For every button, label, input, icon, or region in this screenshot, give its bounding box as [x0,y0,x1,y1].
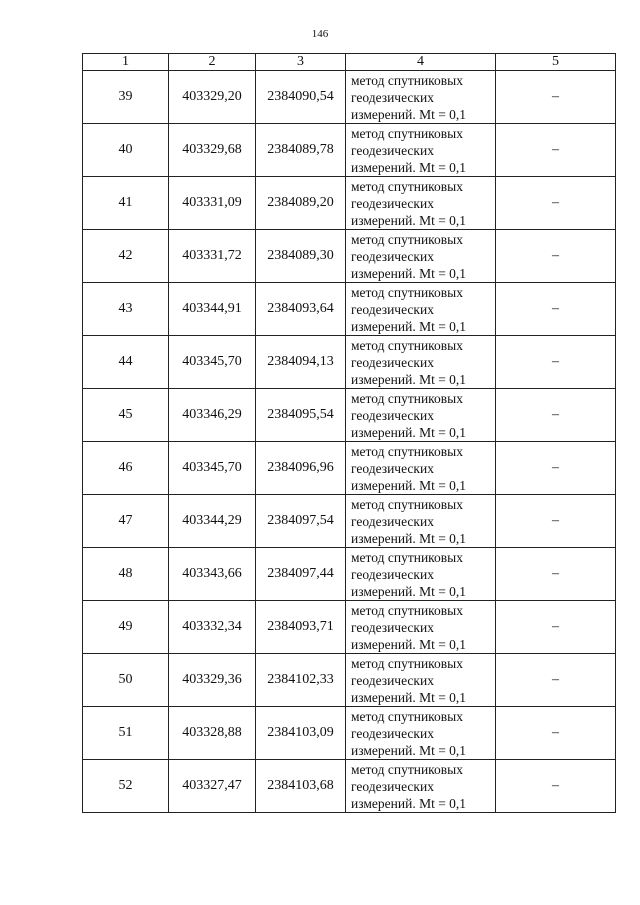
y-coordinate-cell: 2384089,78 [256,124,346,177]
column-header: 3 [256,54,346,71]
point-number-cell: 51 [83,707,169,760]
method-text-line: метод спутниковых [351,231,463,247]
method-text-line: метод спутниковых [351,178,463,194]
method-text-line: метод спутниковых [351,337,463,353]
table-row [83,707,616,760]
coordinates-table [82,53,616,813]
point-number-cell: 52 [83,760,169,813]
method-text-line: геодезических [351,301,434,317]
method-text-line: геодезических [351,89,434,105]
method-text-line: метод спутниковых [351,125,463,141]
table-row [83,336,616,389]
method-text-line: измерений. Mt = 0,1 [351,477,467,493]
y-coordinate-cell: 2384102,33 [256,654,346,707]
y-coordinate-cell: 2384093,71 [256,601,346,654]
table-row [83,495,616,548]
x-coordinate-cell: 403332,34 [169,601,256,654]
y-coordinate-cell: 2384089,30 [256,230,346,283]
table-row [83,548,616,601]
method-text-line: геодезических [351,354,434,370]
table-row [83,760,616,813]
note-cell: – [496,654,616,707]
method-text-line: геодезических [351,513,434,529]
point-number-cell: 41 [83,177,169,230]
method-text-line: измерений. Mt = 0,1 [351,424,467,440]
method-text-line: измерений. Mt = 0,1 [351,583,467,599]
table-row [83,283,616,336]
y-coordinate-cell: 2384089,20 [256,177,346,230]
method-text-line: метод спутниковых [351,496,463,512]
table-row [83,654,616,707]
table-row [83,177,616,230]
method-text-line: измерений. Mt = 0,1 [351,159,467,175]
y-coordinate-cell: 2384095,54 [256,389,346,442]
point-number-cell: 40 [83,124,169,177]
note-cell: – [496,707,616,760]
y-coordinate-cell: 2384093,64 [256,283,346,336]
x-coordinate-cell: 403331,72 [169,230,256,283]
point-number-cell: 50 [83,654,169,707]
note-cell: – [496,336,616,389]
table-body [83,71,616,813]
y-coordinate-cell: 2384094,13 [256,336,346,389]
note-cell: – [496,124,616,177]
method-cell [346,548,496,601]
x-coordinate-cell: 403328,88 [169,707,256,760]
x-coordinate-cell: 403329,36 [169,654,256,707]
x-coordinate-cell: 403343,66 [169,548,256,601]
method-text-line: метод спутниковых [351,602,463,618]
note-cell: – [496,230,616,283]
note-cell: – [496,283,616,336]
method-text-line: измерений. Mt = 0,1 [351,742,467,758]
note-cell: – [496,548,616,601]
method-text-line: метод спутниковых [351,443,463,459]
method-text-line: геодезических [351,778,434,794]
point-number-cell: 45 [83,389,169,442]
point-number-cell: 43 [83,283,169,336]
method-text-line: геодезических [351,672,434,688]
table-row [83,389,616,442]
method-text-line: измерений. Mt = 0,1 [351,265,467,281]
x-coordinate-cell: 403345,70 [169,336,256,389]
note-cell: – [496,442,616,495]
column-header: 1 [83,54,169,71]
method-cell [346,124,496,177]
method-cell [346,283,496,336]
method-text-line: метод спутниковых [351,655,463,671]
method-text-line: измерений. Mt = 0,1 [351,318,467,334]
y-coordinate-cell: 2384090,54 [256,71,346,124]
method-cell [346,230,496,283]
column-header: 4 [346,54,496,71]
column-header: 2 [169,54,256,71]
method-text-line: геодезических [351,195,434,211]
method-cell [346,707,496,760]
method-text-line: метод спутниковых [351,390,463,406]
y-coordinate-cell: 2384097,44 [256,548,346,601]
x-coordinate-cell: 403329,20 [169,71,256,124]
page-number: 146 [311,28,329,40]
method-cell [346,601,496,654]
method-cell [346,71,496,124]
method-text-line: геодезических [351,566,434,582]
point-number-cell: 46 [83,442,169,495]
method-text-line: измерений. Mt = 0,1 [351,795,467,811]
method-cell [346,442,496,495]
y-coordinate-cell: 2384096,96 [256,442,346,495]
note-cell: – [496,760,616,813]
x-coordinate-cell: 403346,29 [169,389,256,442]
method-text-line: измерений. Mt = 0,1 [351,212,467,228]
method-text-line: геодезических [351,407,434,423]
method-cell [346,389,496,442]
table-row [83,230,616,283]
note-cell: – [496,389,616,442]
method-text-line: геодезических [351,619,434,635]
method-text-line: геодезических [351,248,434,264]
table-row [83,442,616,495]
method-text-line: геодезических [351,460,434,476]
method-text-line: измерений. Mt = 0,1 [351,530,467,546]
method-text-line: метод спутниковых [351,72,463,88]
point-number-cell: 42 [83,230,169,283]
point-number-cell: 39 [83,71,169,124]
note-cell: – [496,71,616,124]
method-cell [346,654,496,707]
method-text-line: геодезических [351,725,434,741]
point-number-cell: 48 [83,548,169,601]
x-coordinate-cell: 403327,47 [169,760,256,813]
x-coordinate-cell: 403331,09 [169,177,256,230]
method-text-line: геодезических [351,142,434,158]
method-cell [346,336,496,389]
method-cell [346,495,496,548]
table-header-row [83,54,616,71]
note-cell: – [496,177,616,230]
y-coordinate-cell: 2384103,09 [256,707,346,760]
method-text-line: измерений. Mt = 0,1 [351,371,467,387]
method-text-line: метод спутниковых [351,761,463,777]
x-coordinate-cell: 403344,91 [169,283,256,336]
x-coordinate-cell: 403345,70 [169,442,256,495]
point-number-cell: 49 [83,601,169,654]
y-coordinate-cell: 2384103,68 [256,760,346,813]
method-text-line: измерений. Mt = 0,1 [351,636,467,652]
method-text-line: измерений. Mt = 0,1 [351,689,467,705]
method-text-line: метод спутниковых [351,284,463,300]
method-text-line: метод спутниковых [351,708,463,724]
y-coordinate-cell: 2384097,54 [256,495,346,548]
table-row [83,601,616,654]
table-row [83,71,616,124]
note-cell: – [496,601,616,654]
column-header: 5 [496,54,616,71]
method-cell [346,760,496,813]
method-text-line: измерений. Mt = 0,1 [351,106,467,122]
x-coordinate-cell: 403329,68 [169,124,256,177]
point-number-cell: 47 [83,495,169,548]
table-row [83,124,616,177]
x-coordinate-cell: 403344,29 [169,495,256,548]
method-text-line: метод спутниковых [351,549,463,565]
note-cell: – [496,495,616,548]
point-number-cell: 44 [83,336,169,389]
method-cell [346,177,496,230]
